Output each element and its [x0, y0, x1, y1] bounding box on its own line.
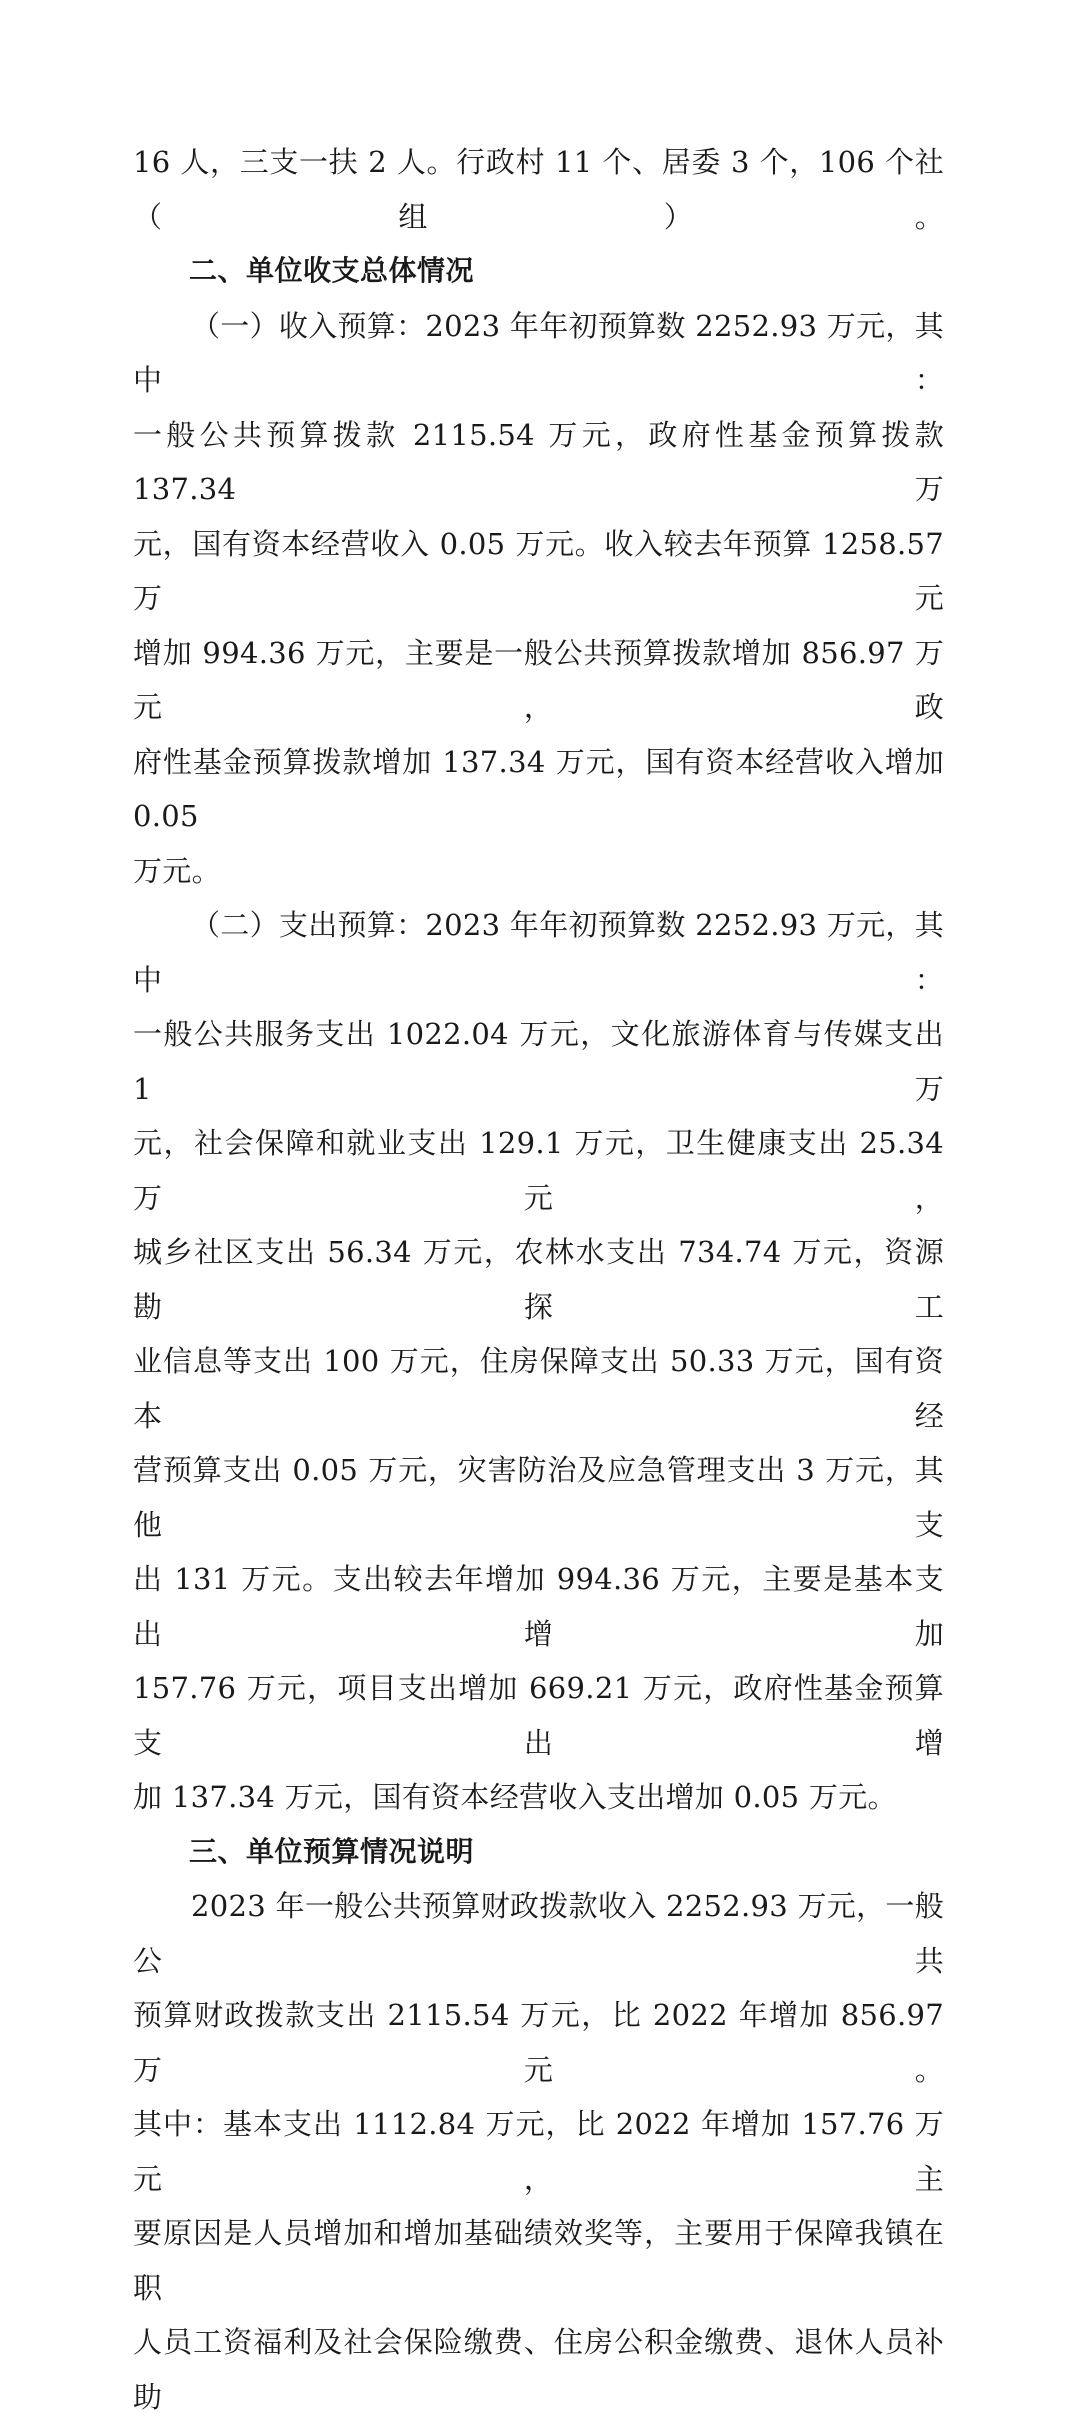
text-line: 城乡社区支出 56.34 万元，农林水支出 734.74 万元，资源勘探工: [133, 1235, 944, 1324]
text-line: 万元。: [133, 853, 221, 888]
text-line: 府性基金预算拨款增加 137.34 万元，国有资本经营收入增加 0.05: [133, 744, 944, 833]
text-line: 16 人，三支一扶 2 人。行政村 11 个、居委 3 个，106 个社（组）。: [133, 145, 944, 234]
text-line: 预算财政拨款支出 2115.54 万元，比 2022 年增加 856.97 万元。: [133, 1998, 944, 2087]
text-line: 加 137.34 万元，国有资本经营收入支出增加 0.05 万元。: [133, 1780, 897, 1814]
text-line: 人员工资福利及社会保险缴费、住房公积金缴费、退休人员补助: [133, 2325, 944, 2414]
text-line: 元，国有资本经营收入 0.05 万元。收入较去年预算 1258.57 万元: [133, 526, 944, 615]
section-heading: 三、单位预算情况说明: [189, 1834, 475, 1868]
text-line: 增加 994.36 万元，主要是一般公共预算拨款增加 856.97 万元，政: [133, 635, 944, 724]
text-line: 157.76 万元，项目支出增加 669.21 万元，政府性基金预算支出增: [133, 1671, 944, 1760]
text-line: 出 131 万元。支出较去年增加 994.36 万元，主要是基本支出增加: [133, 1562, 944, 1651]
text-line: （二）支出预算：2023 年年初预算数 2252.93 万元，其中：: [133, 908, 944, 997]
text-line: 要原因是人员增加和增加基础绩效奖等，主要用于保障我镇在职: [133, 2216, 944, 2305]
text-line: 一般公共预算拨款 2115.54 万元，政府性基金预算拨款 137.34 万: [133, 417, 944, 506]
text-line: 2023 年一般公共预算财政拨款收入 2252.93 万元，一般公共: [133, 1889, 944, 1978]
section-heading: 二、单位收支总体情况: [189, 254, 475, 287]
text-line: （一）收入预算：2023 年年初预算数 2252.93 万元，其中：: [133, 308, 944, 397]
text-line: 一般公共服务支出 1022.04 万元，文化旅游体育与传媒支出 1 万: [133, 1017, 944, 1106]
text-line: 业信息等支出 100 万元，住房保障支出 50.33 万元，国有资本经: [133, 1344, 944, 1433]
text-line: 其中：基本支出 1112.84 万元，比 2022 年增加 157.76 万元，主: [133, 2107, 944, 2196]
text-line: 营预算支出 0.05 万元，灾害防治及应急管理支出 3 万元，其他支: [133, 1453, 944, 1542]
text-line: 元，社会保障和就业支出 129.1 万元，卫生健康支出 25.34 万元，: [133, 1126, 944, 1215]
